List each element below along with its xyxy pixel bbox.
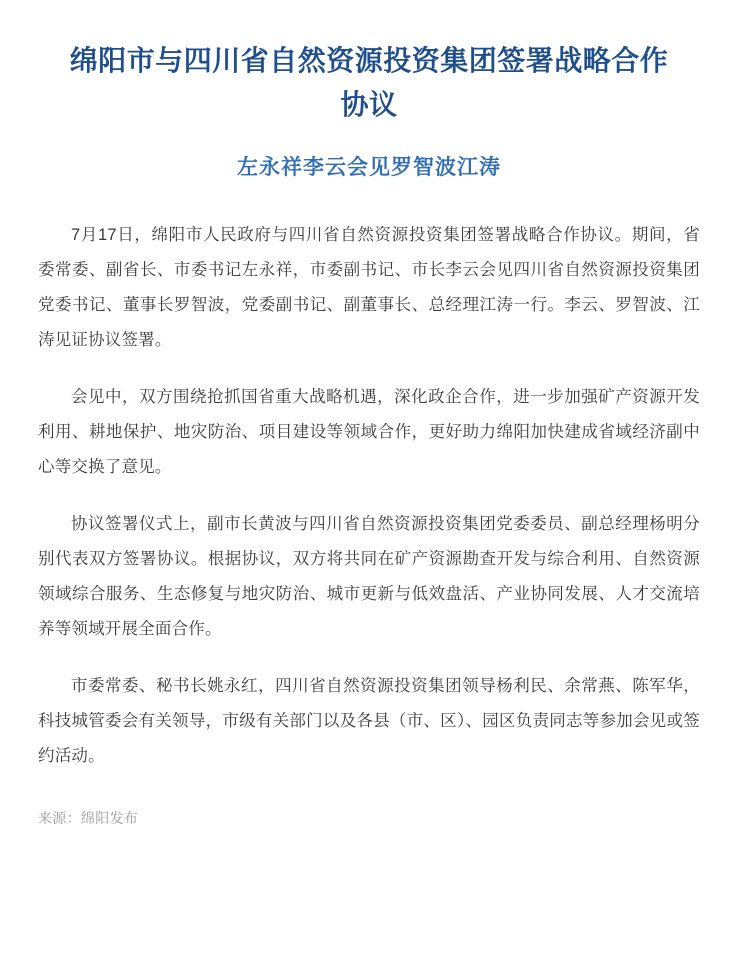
article-paragraph: 7月17日，绵阳市人民政府与四川省自然资源投资集团签署战略合作协议。期间，省委常委、副省长、市委书记左永祥，市委副书记、市长李云会见四川省自然资源投资集团党委书记、董事长罗智波，党委副书记、副董事长、总经理江涛一行。李云、罗智波、江涛见证协议签署。 xyxy=(38,226,700,349)
article-paragraph: 协议签署仪式上，副市长黄波与四川省自然资源投资集团党委委员、副总经理杨明分别代表双方签署协议。根据协议，双方将共同在矿产资源勘查开发与综合利用、自然资源领域综合服务、生态修复与地灾防治、城市更新与低效盘活、产业协同发展、人才交流培养等领域开展全面合作。 xyxy=(38,515,700,638)
page-title: 绵阳市与四川省自然资源投资集团签署战略合作协议 xyxy=(69,46,669,121)
article-paragraph: 会见中，双方围绕抢抓国省重大战略机遇，深化政企合作，进一步加强矿产资源开发利用、耕地保护、地灾防治、项目建设等领域合作，更好助力绵阳加快建成省域经济副中心等交换了意见。 xyxy=(38,388,700,476)
article-paragraph: 市委常委、秘书长姚永红，四川省自然资源投资集团领导杨利民、余常燕、陈军华，科技城管委会有关领导，市级有关部门以及各县（市、区）、园区负责同志等参加会见或签约活动。 xyxy=(38,677,700,765)
article-subtitle: 左永祥李云会见罗智波江涛 xyxy=(237,155,501,179)
article-body xyxy=(38,218,700,774)
article-source: 来源：绵阳发布 xyxy=(38,810,139,826)
